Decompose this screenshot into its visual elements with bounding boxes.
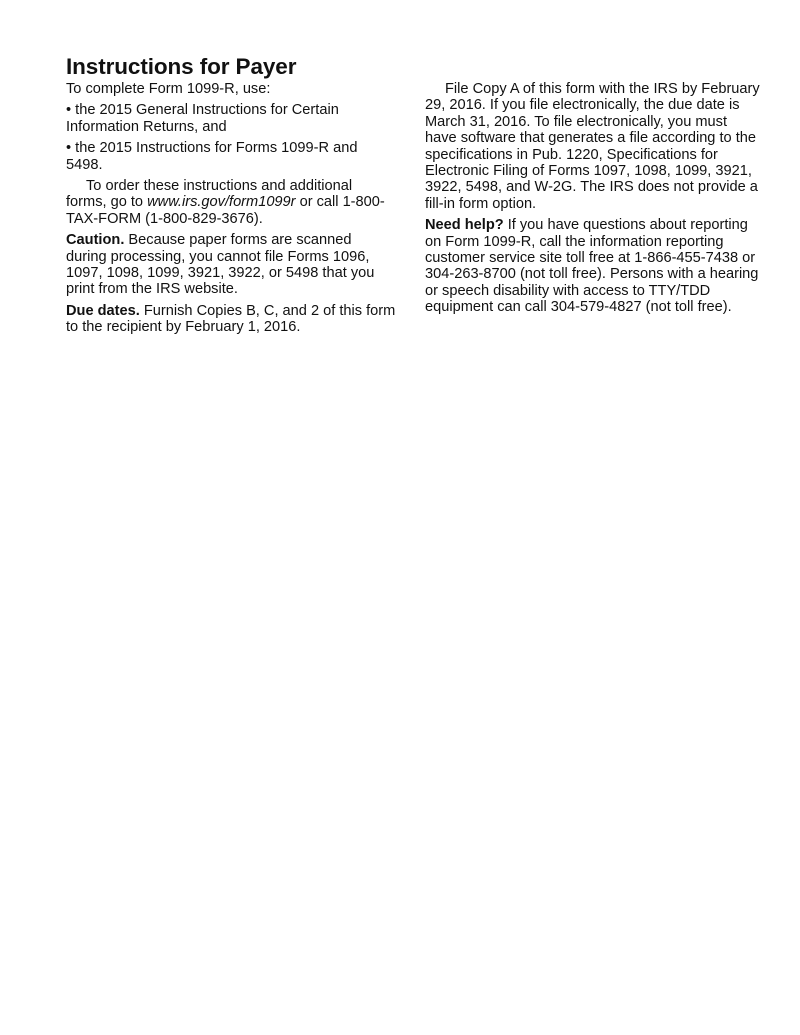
caution-paragraph	[66, 232, 396, 298]
need-help-paragraph	[425, 217, 760, 315]
page-title: Instructions for Payer	[66, 54, 297, 79]
due-dates-label: Due dates.	[66, 302, 140, 319]
irs-form-link[interactable]: www.irs.gov/form1099r	[147, 194, 296, 211]
due-dates-text: Furnish Copies B, C, and 2 of this form to the recipient by February 1, 2016.	[66, 302, 396, 336]
intro-text: To complete Form 1099-R, use:	[66, 81, 271, 97]
due-dates-paragraph	[66, 303, 396, 336]
caution-label: Caution.	[66, 232, 125, 249]
right-column	[425, 81, 760, 316]
need-help-text: If you have questions about reporting on Form 1099-R, call the information reporting customer service site toll free at 1-866-455-7438 or 304-263-8700 (not toll free). Persons with a hearing or speech disability with access to TTY/TDD equipment can call 304-579-4827 (not toll free).	[425, 217, 759, 316]
order-paragraph	[66, 178, 396, 227]
need-help-label: Need help?	[425, 217, 504, 234]
bullet-general-instructions: • the 2015 General Instructions for Certain Information Returns, and	[66, 102, 339, 135]
left-column	[66, 81, 396, 336]
order-text: To order these instructions and additional forms, go to	[66, 178, 353, 211]
file-copy-paragraph: File Copy A of this form with the IRS by February 29, 2016. If you file electronically, the due date is March 31, 2016. To file electronically, you must have software that generates a file according to the specifications in Pub. 1220, Specifications for Electronic Filing of Forms 1097, 1098, 1099, 3921, 3922, 5498, and W-2G. The IRS does not provide a fill-in form option.	[425, 81, 760, 212]
bullet-form-instructions: • the 2015 Instructions for Forms 1099-R and 5498.	[66, 140, 358, 173]
order-phone-text: or call 1-800-TAX-FORM (1-800-829-3676).	[66, 194, 385, 227]
caution-text: Because paper forms are scanned during processing, you cannot file Forms 1096, 1097, 1098, 1099, 3921, 3922, or 5498 that you print from the IRS website.	[66, 232, 375, 298]
